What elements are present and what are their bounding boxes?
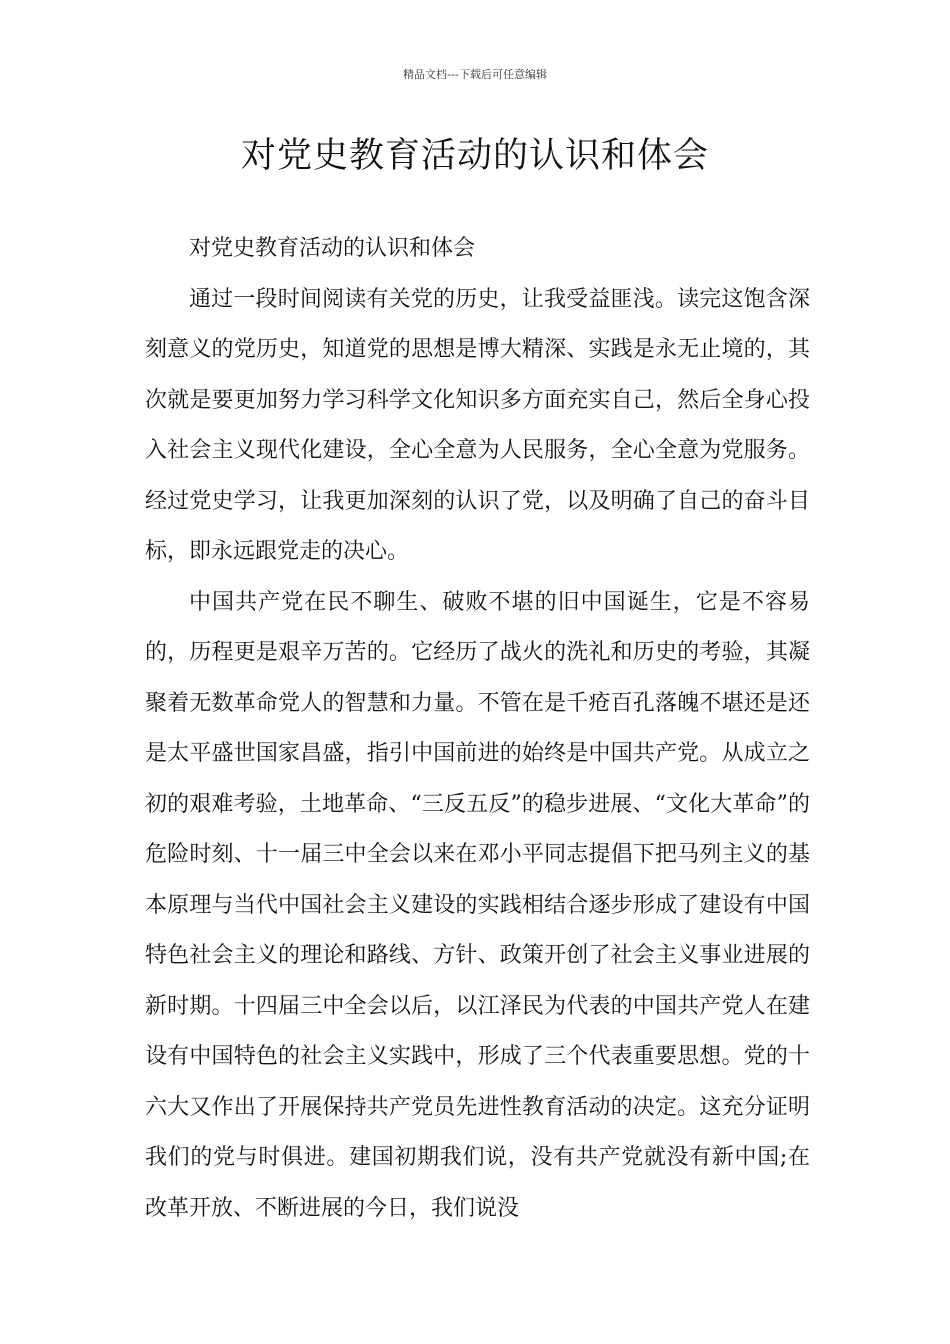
document-title: 对党史教育活动的认识和体会 xyxy=(240,136,709,176)
document-body xyxy=(145,224,810,1234)
paragraph-2: 中国共产党在民不聊生、破败不堪的旧中国诞生，它是不容易的，历程更是艰辛万苦的。它经历了战火的洗礼和历史的考验，其凝聚着无数革命党人的智慧和力量。不管在是千疮百孔落魄不堪还是还是太平盛世国家昌盛，指引中国前进的始终是中国共产党。从成立之初的艰难考验，土地革命、“三反五反”的稳步进展、“文化大革命”的危险时刻、十一届三中全会以来在邓小平同志提倡下把马列主义的基本原理与当代中国社会主义建设的实践相结合逐步形成了建设有中国特色社会主义的理论和路线、方针、政策开创了社会主义事业进展的新时期。十四届三中全会以后，以江泽民为代表的中国共产党人在建设有中国特色的社会主义实践中，形成了三个代表重要思想。党的十六大又作出了开展保持共产党员先进性教育活动的决定。这充分证明我们的党与时俱进。建国初期我们说，没有共产党就没有新中国;在改革开放、不断进展的今日，我们说没 xyxy=(145,589,810,1221)
header-note: 精品文档---下载后可任意编辑 xyxy=(403,68,547,81)
paragraph-1: 通过一段时间阅读有关党的历史，让我受益匪浅。读完这饱含深刻意义的党历史，知道党的思想是博大精深、实践是永无止境的，其次就是要更加努力学习科学文化知识多方面充实自己，然后全身心投入社会主义现代化建设，全心全意为人民服务，全心全意为党服务。经过党史学习，让我更加深刻的认识了党，以及明确了自己的奋斗目标，即永远跟党走的决心。 xyxy=(145,286,810,564)
paragraph-subtitle: 对党史教育活动的认识和体会 xyxy=(189,236,476,261)
